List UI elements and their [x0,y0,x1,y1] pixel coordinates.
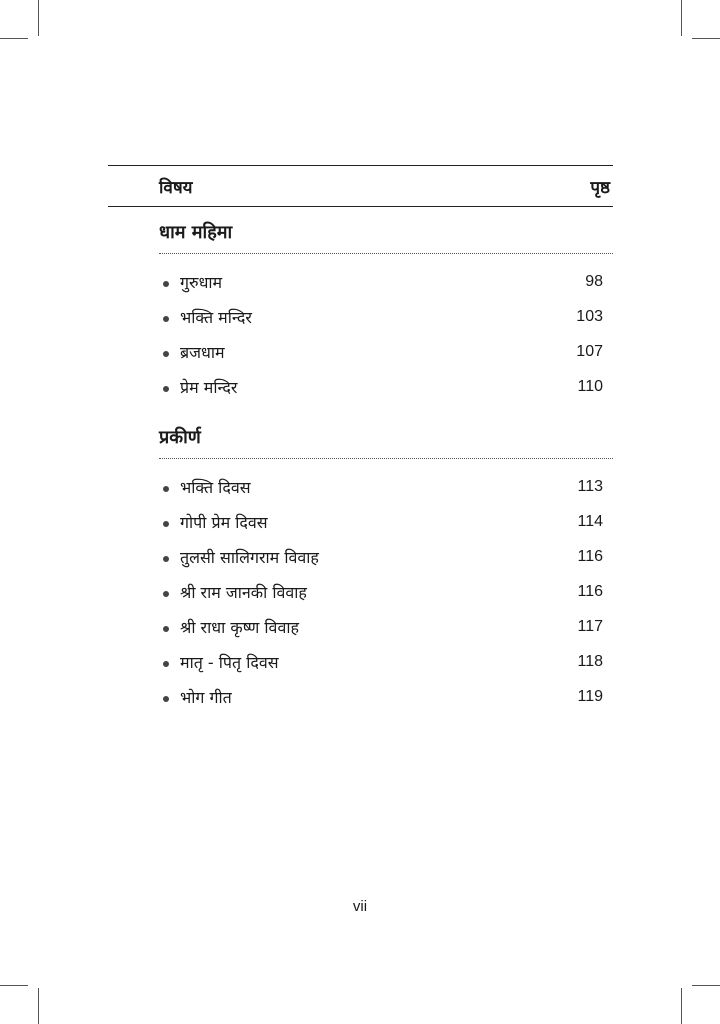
toc-entry[interactable] [159,504,613,539]
entry-page-number: 116 [577,547,603,565]
entry-title: मातृ - पितृ दिवस [180,652,279,672]
toc-entry[interactable] [159,574,613,609]
entry-title: तुलसी सालिगराम विवाह [180,547,319,567]
entry-title: गुरुधाम [180,272,223,292]
entry-page-number: 113 [577,477,603,495]
header-bottom-rule [108,206,613,207]
bullet-icon [163,486,169,492]
entry-title: भक्ति दिवस [180,477,251,497]
toc-entry[interactable] [159,609,613,644]
bullet-icon [163,521,169,527]
bullet-icon [163,316,169,322]
entry-page-number: 110 [577,377,603,395]
page-column-label: पृष्ठ [590,177,610,198]
toc-entry[interactable] [159,299,613,334]
subject-column-label: विषय [159,177,193,198]
crop-mark-top-right-horizontal [692,38,720,39]
bullet-icon [163,556,169,562]
crop-mark-bottom-left-vertical [38,988,39,1024]
entry-title: श्री राम जानकी विवाह [180,582,307,602]
entry-title: भक्ति मन्दिर [180,307,252,327]
crop-mark-top-right-vertical [681,0,682,36]
toc-entry[interactable] [159,334,613,369]
crop-mark-bottom-left-horizontal [0,985,28,986]
bullet-icon [163,626,169,632]
bullet-icon [163,661,169,667]
toc-section-dham-mahima [108,219,613,404]
entry-page-number: 98 [585,272,603,290]
toc-section-prakirn [108,424,613,714]
toc-entry[interactable] [159,679,613,714]
section-spacer [108,404,613,412]
crop-mark-bottom-right-vertical [681,988,682,1024]
bullet-icon [163,591,169,597]
toc-entry[interactable] [159,539,613,574]
crop-mark-top-left-vertical [38,0,39,36]
entry-page-number: 119 [577,687,603,705]
toc-entry[interactable] [159,644,613,679]
entry-title: श्री राधा कृष्ण विवाह [180,617,299,637]
crop-mark-bottom-right-horizontal [692,985,720,986]
section-title: धाम महिमा [159,222,233,243]
section-title: प्रकीर्ण [159,427,201,448]
entry-title: गोपी प्रेम दिवस [180,512,268,532]
crop-mark-top-left-horizontal [0,38,28,39]
bullet-icon [163,281,169,287]
entry-page-number: 117 [577,617,603,635]
toc-header [108,166,613,206]
entry-page-number: 116 [577,582,603,600]
toc-entry[interactable] [159,469,613,504]
table-of-contents [108,165,613,714]
page-folio: vii [352,898,368,915]
bullet-icon [163,386,169,392]
bullet-icon [163,696,169,702]
toc-entry[interactable] [159,264,613,299]
section-dotted-rule [159,458,613,459]
entry-page-number: 103 [576,307,603,325]
entry-title: प्रेम मन्दिर [180,377,238,397]
toc-entry[interactable] [159,369,613,404]
entry-title: ब्रजधाम [180,342,225,362]
entry-page-number: 114 [577,512,603,530]
bullet-icon [163,351,169,357]
entry-page-number: 107 [576,342,603,360]
section-dotted-rule [159,253,613,254]
entry-title: भोग गीत [180,687,232,707]
entry-page-number: 118 [577,652,603,670]
